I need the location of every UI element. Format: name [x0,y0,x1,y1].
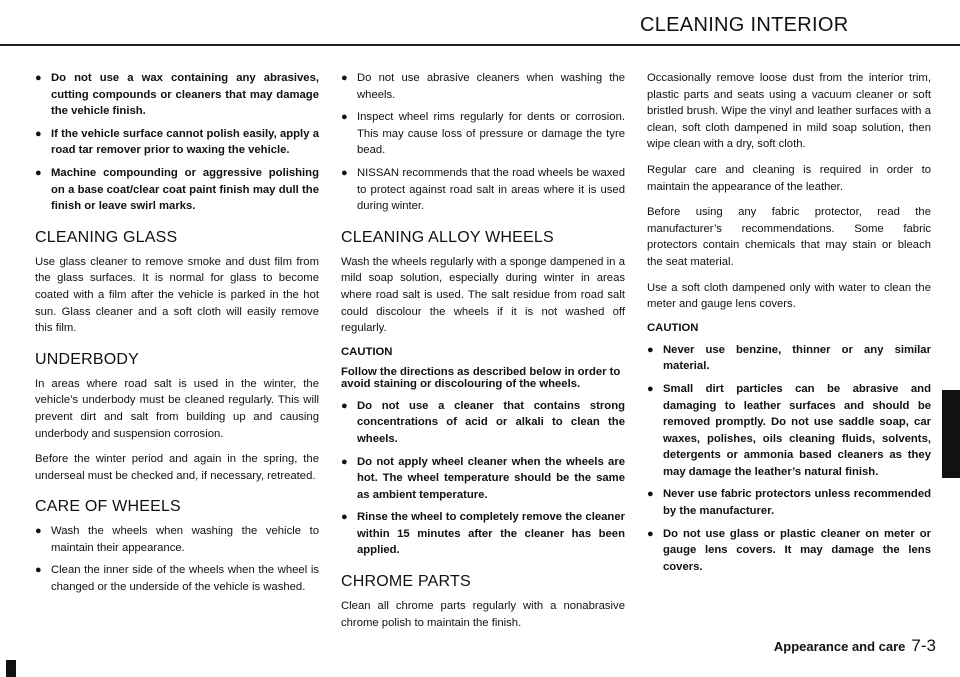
bullet-icon: ● [35,127,42,140]
page-header-title: CLEANING INTERIOR [640,14,849,36]
underbody-paragraph-2: Before the winter period and again in the spring, the underseal must be checked and, if necessary, retreated. [35,453,319,482]
list-item-text: Never use benzine, thinner or any similar material. [663,343,931,373]
cleaning-glass-text: Use glass cleaner to remove smoke and dust film from the glass surfaces. It is normal for glass to become coated with a film after the vehicle is parked in the hot sun. Glass cleaner and a soft cloth will easily remove this film. [35,255,319,335]
bullet-icon: ● [35,564,42,577]
list-item [647,381,931,481]
bullet-icon: ● [647,343,654,356]
leather-caution-list [647,342,931,576]
list-item-text: Never use fabric protectors unless recommended by the manufacturer. [663,488,931,518]
section-heading-chrome-parts: CHROME PARTS [341,573,471,591]
column-1 [35,70,319,604]
section-heading-cleaning-alloy-wheels: CLEANING ALLOY WHEELS [341,228,554,246]
list-item-text: Inspect wheel rims regularly for dents or corrosion. This may cause loss of pressure or damage the tyre bead. [357,111,625,157]
bullet-icon: ● [341,166,348,179]
corner-marker [6,660,16,677]
interior-paragraph-2: Regular care and cleaning is required in order to maintain the appearance of the leather. [647,163,931,193]
section-tab-marker [942,390,960,478]
list-item [35,165,319,215]
list-item-text: Clean the inner side of the wheels when the wheel is changed or the underside of the vehicle is washed. [51,564,319,594]
list-item-text: If the vehicle surface cannot polish easily, apply a road tar remover prior to waxing the vehicle. [51,127,319,157]
section-heading-cleaning-glass: CLEANING GLASS [35,228,178,246]
bullet-icon: ● [35,166,42,179]
list-item-text: NISSAN recommends that the road wheels be waxed to protect against road salt in areas where it is used during winter. [357,166,625,213]
bullet-icon: ● [647,382,654,395]
list-item-text: Do not use a cleaner that contains strong concentrations of acid or alkali to clean the wheels. [357,399,625,445]
interior-paragraph-4: Use a soft cloth dampened only with water to clean the meter and gauge lens covers. [647,281,931,311]
bullet-icon: ● [35,525,42,538]
list-item [647,486,931,519]
bullet-icon: ● [341,111,348,124]
list-item [341,165,625,215]
list-item [35,126,319,159]
list-item-text: Do not use glass or plastic cleaner on meter or gauge lens covers. It may damage the lens covers. [663,527,931,573]
underbody-paragraph-1: In areas where road salt is used in the winter, the vehicle’s underbody must be cleaned regularly. This will prevent dirt and salt from building up and causing underbody and suspension corrosion. [35,377,319,440]
list-item [341,109,625,159]
list-item-text: Wash the wheels when washing the vehicle to maintain their appearance. [51,525,319,554]
bullet-icon: ● [341,399,348,412]
page-number: 7-3 [911,636,936,655]
footer-section-name: Appearance and care [773,639,906,654]
caution-label: CAUTION [341,345,393,358]
interior-paragraph-1: Occasionally remove loose dust from the interior trim, plastic parts and seats using a vacuum cleaner or soft bristled brush. Wipe the vinyl and leather surfaces with a clean, soft cloth dampened in mild soap solution, then wipe clean with a dry, soft cloth. [647,72,931,151]
list-item [35,523,319,556]
bullet-icon: ● [341,455,348,468]
interior-paragraph-3: Before using any fabric protector, read the manufacturer’s recommendations. Some fabric protectors contain chemicals that may stain or bleach the seat material. [647,206,931,268]
list-item [341,398,625,448]
care-of-wheels-list [35,523,319,595]
bullet-icon: ● [341,72,348,84]
list-item [35,70,319,120]
list-item [35,562,319,595]
list-item-text: Do not use a wax containing any abrasives, cutting compounds or cleaners that may damage the vehicle finish. [51,72,319,118]
column-2 [341,70,625,640]
column-3 [647,70,931,583]
page-footer [774,636,936,656]
chrome-parts-text: Clean all chrome parts regularly with a nonabrasive chrome polish to maintain the finish. [341,600,625,629]
header-rule [0,44,960,46]
list-item [341,509,625,559]
bullet-icon: ● [341,511,348,524]
list-item-text: Do not use abrasive cleaners when washing the wheels. [357,72,625,101]
bullet-icon: ● [647,527,654,540]
alloy-wheels-text: Wash the wheels regularly with a sponge dampened in a mild soap solution, especially during winter in areas where road salt is used. The salt residue from road salt could discolour the wheels if it is not washed off regularly. [341,255,625,335]
list-item [341,454,625,504]
section-heading-underbody: UNDERBODY [35,350,140,368]
caution-intro: Follow the directions as described below in order to avoid staining or discolouring of the wheels. [341,365,621,390]
bullet-icon: ● [647,488,654,501]
list-item [647,342,931,375]
caution-label: CAUTION [647,321,699,334]
list-item-text: Rinse the wheel to completely remove the cleaner within 15 minutes after the cleaner has been applied. [357,511,625,557]
list-item [341,70,625,103]
list-item [647,526,931,576]
section-heading-care-of-wheels: CARE OF WHEELS [35,498,181,516]
bullet-icon: ● [35,72,42,84]
alloy-caution-list [341,398,625,559]
list-item-text: Machine compounding or aggressive polishing on a base coat/clear coat paint finish may dull the finish or leave swirl marks. [51,166,319,213]
wheel-care-list [341,70,625,215]
list-item-text: Small dirt particles can be abrasive and damaging to leather surfaces and should be removed promptly. Do not use saddle soap, car waxes, polishes, oils cleaning fluids, solvents, detergents or ammonia based cleaners as they may damage the leather’s natural finish. [663,382,931,478]
wax-warning-list [35,70,319,215]
list-item-text: Do not apply wheel cleaner when the wheels are hot. The wheel temperature should be the same as ambient temperature. [357,455,625,501]
